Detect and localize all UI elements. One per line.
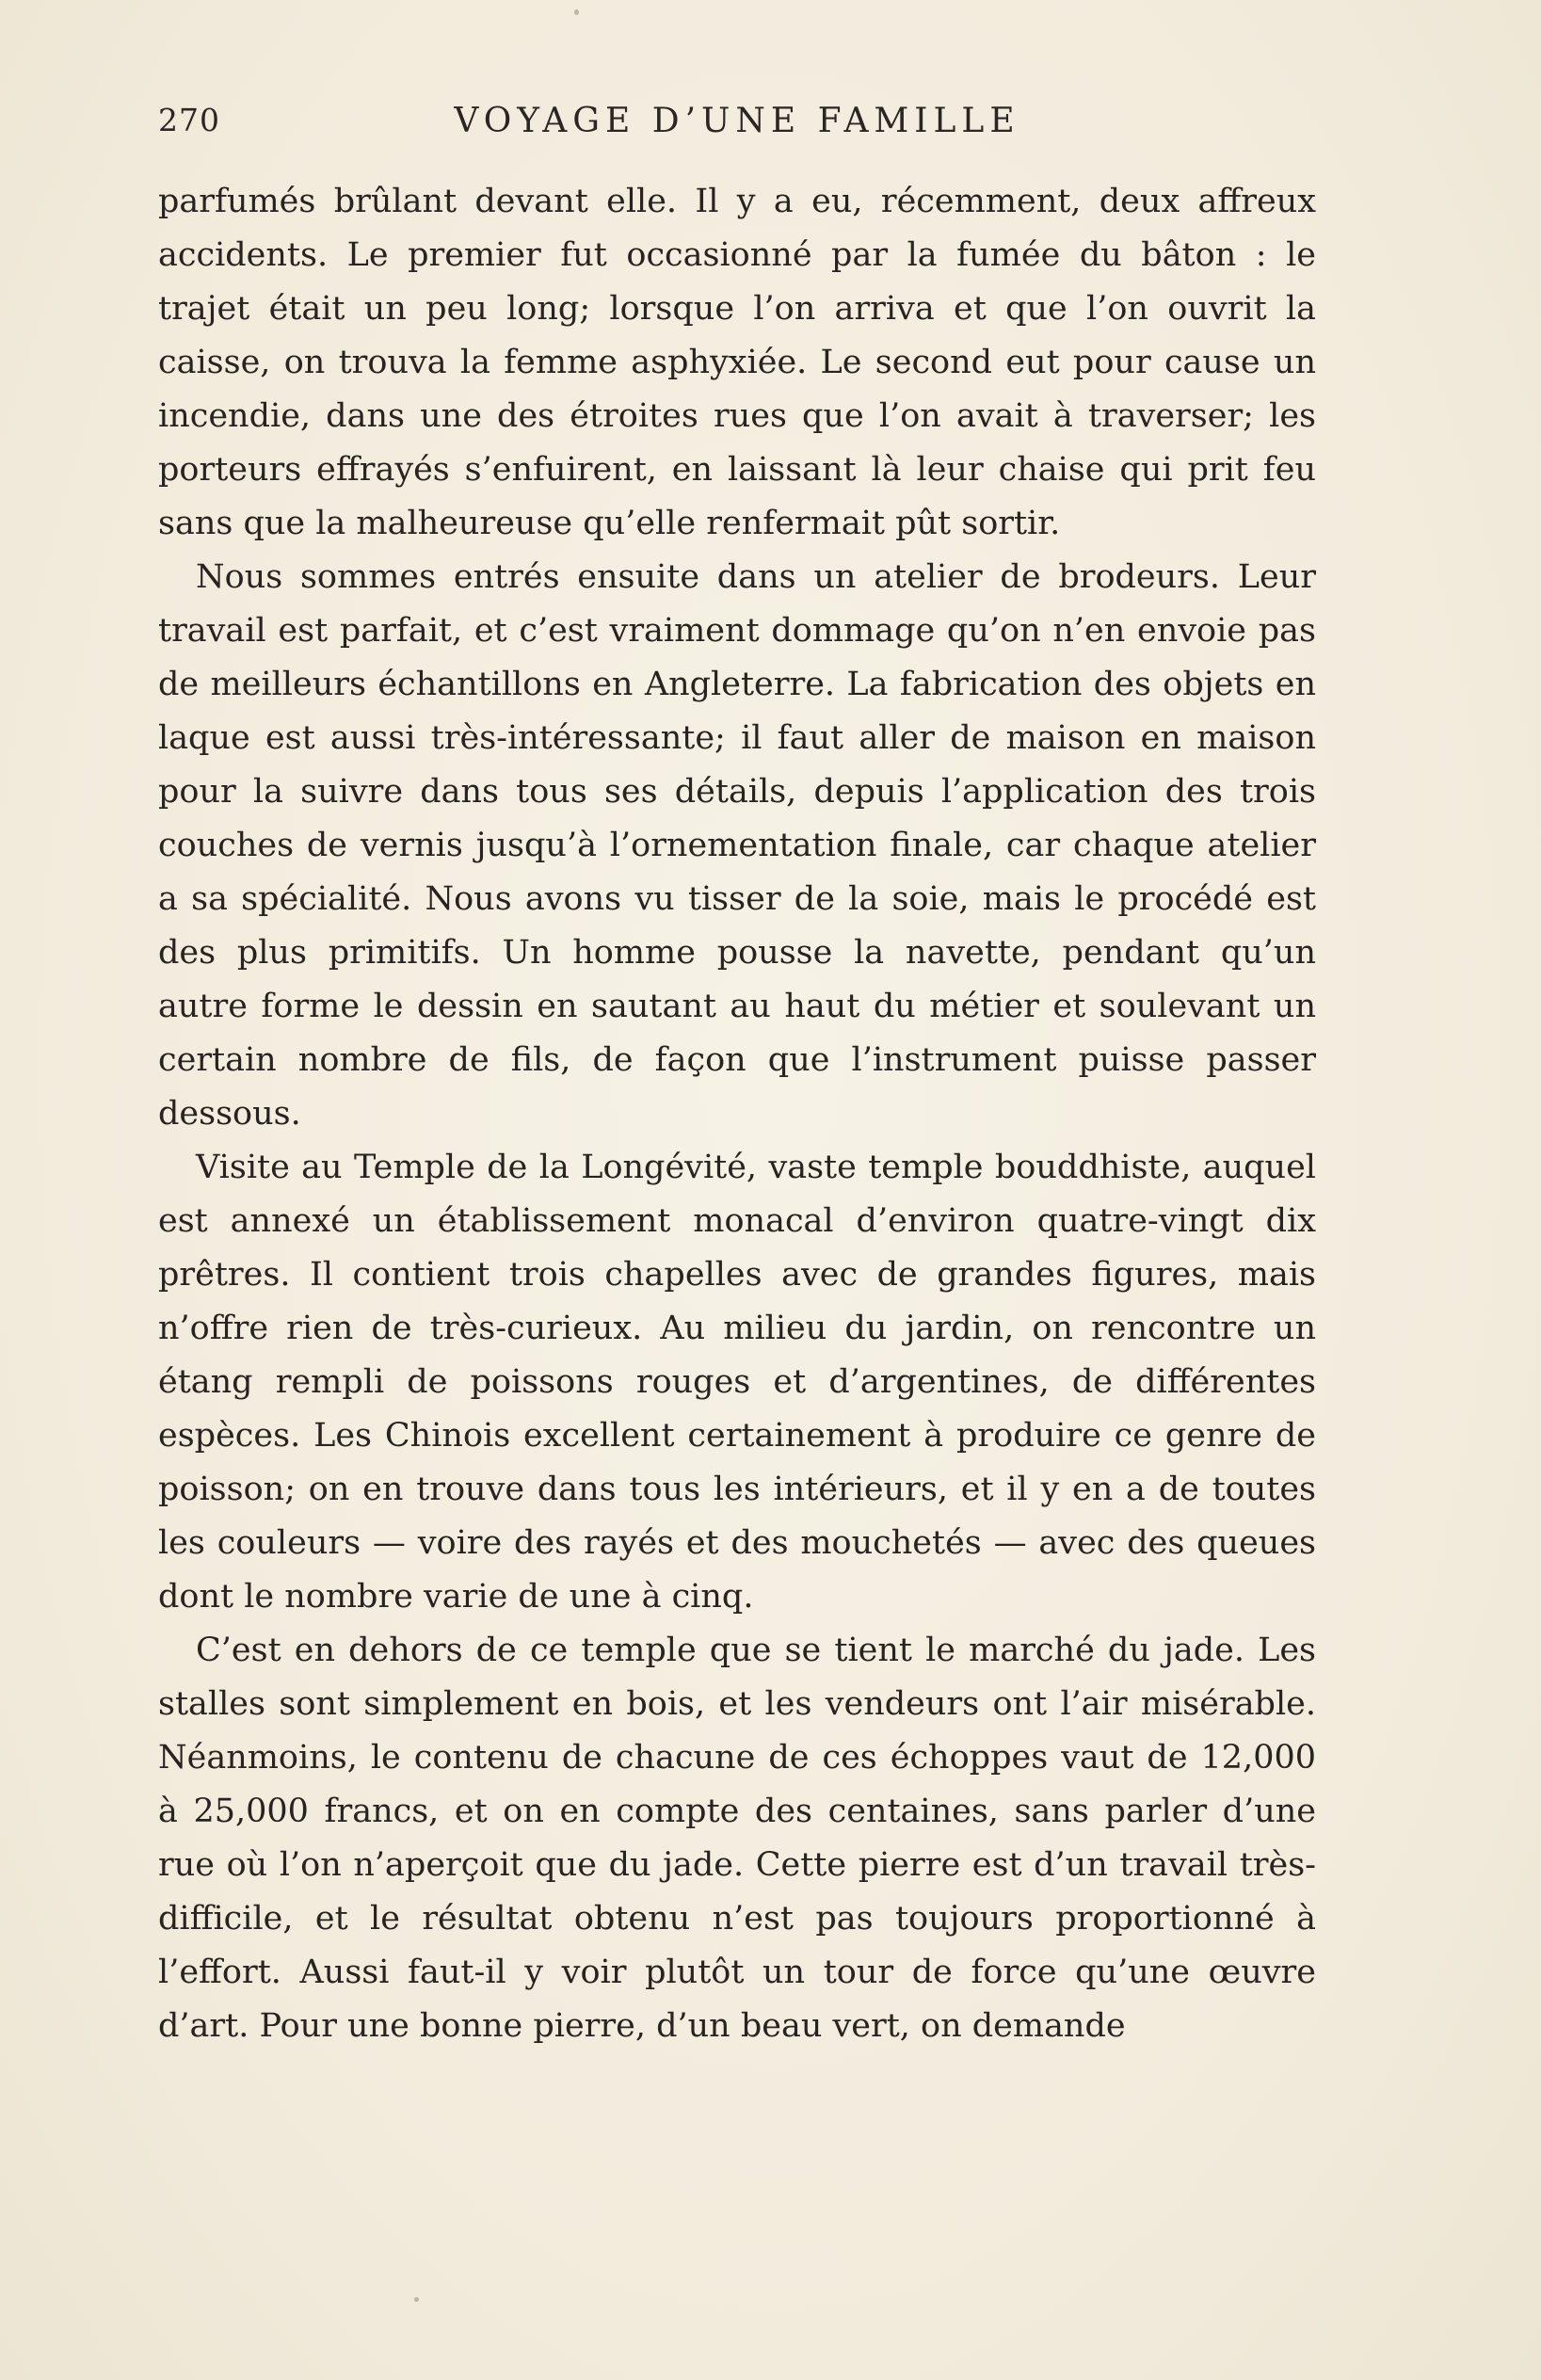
paragraph: parfumés brûlant devant elle. Il y a eu, récemment, deux affreux accidents. Le premier fut occasionné par la fumée du bâton : le trajet était un peu long; lorsque l’on arriva et que l’on ouvrit la caisse, on trouva la femme asphyxiée. Le second eut pour cause un incendie, dans une des étroites rues que l’on avait à traverser; les porteurs effrayés s’enfuirent, en laissant là leur chaise qui prit feu sans que la malheureuse qu’elle renfermait pût sortir. [158, 183, 1316, 542]
paper-speck [414, 2297, 419, 2302]
paragraph: C’est en dehors de ce temple que se tient le marché du jade. Les stalles sont simplement en bois, et les vendeurs ont l’air misérable. Néanmoins, le contenu de chacune de ces échoppes vaut de 12,000 à 25,000 francs, et on en compte des centaines, sans parler d’une rue où l’on n’aperçoit que du jade. Cette pierre est d’un travail très-difficile, et le résultat obtenu n’est pas toujours proportionné à l’effort. Aussi faut-il y voir plutôt un tour de force qu’une œuvre d’art. Pour une bonne pierre, d’un beau vert, on demande [158, 1632, 1316, 2045]
body-text [158, 175, 1316, 2053]
paragraph: Nous sommes entrés ensuite dans un atelier de brodeurs. Leur travail est parfait, et c’est vraiment dommage qu’on n’en envoie pas de meilleurs échantillons en Angleterre. La fabrication des objets en laque est aussi très-intéressante; il faut aller de maison en maison pour la suivre dans tous ses détails, depuis l’application des trois couches de vernis jusqu’à l’ornementation finale, car chaque atelier a sa spécialité. Nous avons vu tisser de la soie, mais le procédé est des plus primitifs. Un homme pousse la navette, pendant qu’un autre forme le dessin en sautant au haut du métier et soulevant un certain nombre de fils, de façon que l’instrument puisse passer dessous. [158, 558, 1316, 1133]
paper-speck [574, 9, 579, 15]
page-header [158, 102, 1316, 158]
paragraph: Visite au Temple de la Longévité, vaste temple bouddhiste, auquel est annexé un établissement monacal d’environ quatre-vingt dix prêtres. Il contient trois chapelles avec de grandes figures, mais n’offre rien de très-curieux. Au milieu du jardin, on rencontre un étang rempli de poissons rouges et d’argentines, de différentes espèces. Les Chinois excellent certainement à produire ce genre de poisson; on en trouve dans tous les intérieurs, et il y en a de toutes les couleurs — voire des rayés et des mouchetés — avec des queues dont le nombre varie de une à cinq. [158, 1149, 1316, 1616]
running-title: VOYAGE D’UNE FAMILLE [454, 102, 1020, 140]
page-number: 270 [158, 102, 220, 138]
